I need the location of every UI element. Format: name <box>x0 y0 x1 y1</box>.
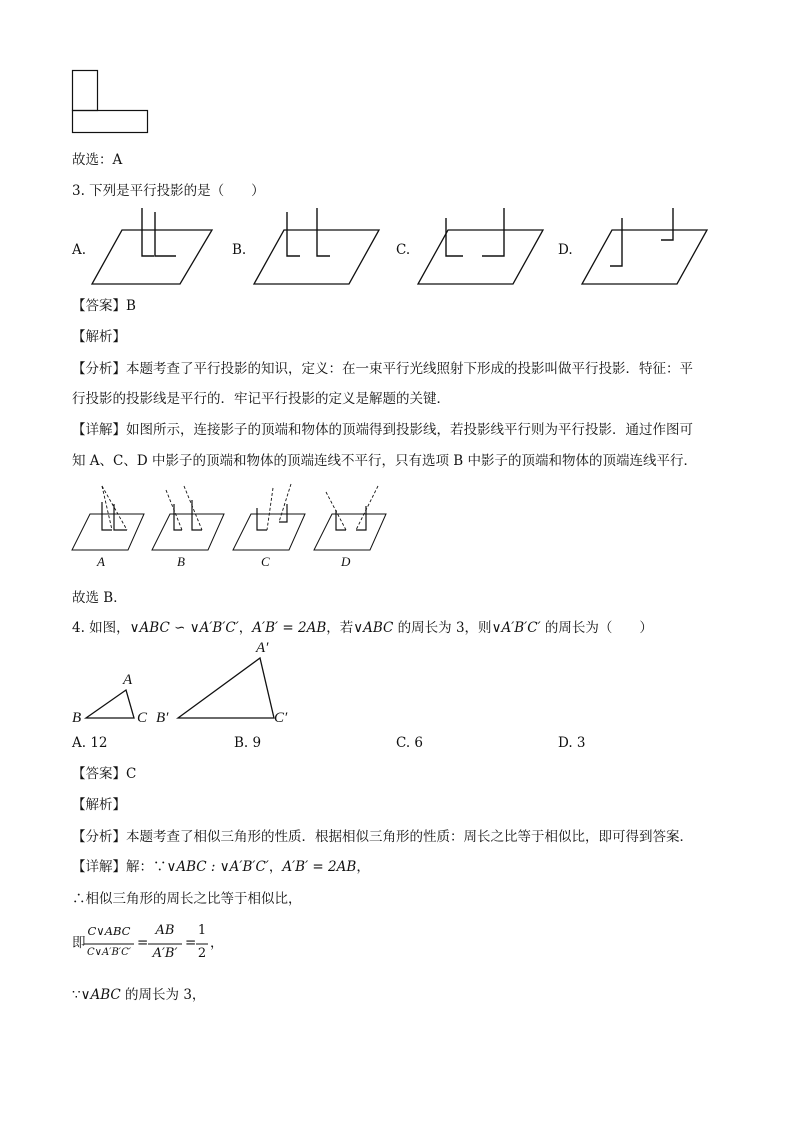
q4-ji: 即 <box>72 935 86 951</box>
q3-answer: 【答案】B <box>72 298 136 314</box>
q3-detail-line1: 【详解】如图所示，连接影子的顶端和物体的顶端得到投影线，若投影线平行则为平行投影．通过作图可 <box>72 422 693 438</box>
q4-frac1-bar <box>84 943 136 945</box>
q4-option-d: D. 3 <box>558 735 586 751</box>
q4-frac3-bar <box>196 943 210 945</box>
q3-option-c: C. <box>396 242 411 258</box>
q4-eq2: = <box>185 935 197 951</box>
q4-triangle-big <box>176 654 286 724</box>
q4-frac1-num: C∨ABC <box>87 924 131 938</box>
q3-stem: 3. 下列是平行投影的是（ ） <box>72 183 265 199</box>
q4-detail-similar: ∨ABC : ∨A′B′C′ <box>166 859 269 875</box>
q3-conclusion: 故选 B． <box>72 590 127 606</box>
q4-label-b: B <box>72 710 82 726</box>
q4-stem-sep2: ，若 <box>326 620 354 636</box>
q4-analysis: 【分析】本题考查了相似三角形的性质．根据相似三角形的性质：周长之比等于相似比，即可得到答案． <box>72 829 693 845</box>
q4-step4 <box>72 986 205 1004</box>
q4-stem-sep1: ， <box>238 620 253 636</box>
q3-solution-figure-d <box>314 482 394 552</box>
q4-frac2-den: A′B′ <box>152 946 178 961</box>
q3-jiexi: 【解析】 <box>72 329 126 345</box>
q4-stem-tri2: ∨A′B′C′ <box>491 620 541 636</box>
q4-option-a: A. 12 <box>72 735 108 751</box>
q3-option-b: B. <box>232 242 247 258</box>
q4-detail-sep1: ， <box>268 859 283 875</box>
q4-step4-because: ∵ <box>72 987 81 1003</box>
q4-eq1: = <box>137 935 149 951</box>
q4-detail-ratio: A′B′ = 2AB <box>282 859 357 875</box>
q3-analysis-line2: 行投影的投影线是平行的．牢记平行投影的定义是解题的关键． <box>72 391 450 407</box>
q4-detail <box>72 858 370 876</box>
q3-solution-figure-b <box>152 482 232 552</box>
l-shape-figure <box>72 70 152 136</box>
q4-triangle-small <box>84 686 144 726</box>
q4-step2: ∴相似三角形的周长之比等于相似比， <box>72 891 302 907</box>
q4-stem-tri: ∨ABC <box>353 620 394 636</box>
q4-stem-part2: 的周长为 3，则 <box>393 620 492 636</box>
q4-frac2-bar <box>148 943 184 945</box>
q4-stem-part3: 的周长为（ ） <box>540 620 653 636</box>
q3-figure-a <box>92 208 232 288</box>
q4-option-c: C. 6 <box>396 735 424 751</box>
q3-solution-label-b: B <box>177 554 185 569</box>
q3-solution-label-c: C <box>261 554 270 569</box>
q4-frac1-den: C∨A′B′C′ <box>86 947 131 958</box>
q4-label-c-prime: C′ <box>274 710 288 726</box>
q4-detail-sep2: ， <box>356 859 370 875</box>
answer-line: 故选：A <box>72 152 123 168</box>
q3-option-d: D. <box>558 242 573 258</box>
q4-step4-tri: ∨ABC <box>80 987 121 1003</box>
q4-label-c: C <box>137 710 148 726</box>
q4-stem-ratio: A′B′ = 2AB <box>252 620 327 636</box>
q4-frac-comma: ， <box>210 935 224 951</box>
q3-solution-label-a: A <box>97 554 105 569</box>
q3-figure-b <box>254 208 394 288</box>
q4-jiexi: 【解析】 <box>72 797 126 813</box>
q3-figure-d <box>582 208 722 288</box>
q3-option-a: A. <box>72 242 87 258</box>
q4-frac3-num: 1 <box>197 923 207 938</box>
q4-frac2-num: AB <box>155 923 175 938</box>
q3-solution-figure-a <box>72 482 152 552</box>
q3-figure-c <box>418 208 558 288</box>
q4-option-b: B. 9 <box>234 735 262 751</box>
q3-solution-label-d: D <box>341 554 351 569</box>
q4-stem-part1: 4. 如图， <box>72 620 130 636</box>
q4-label-b-prime: B′ <box>156 710 169 726</box>
q4-detail-part1: 【详解】解：∵ <box>72 859 167 875</box>
q4-step4-rest: 的周长为 3， <box>120 987 206 1003</box>
q3-detail-line2: 知 A、C、D 中影子的顶端和物体的顶端连线不平行，只有选项 B 中影子的顶端和物体的顶端连线平行． <box>72 453 697 469</box>
q4-label-a-prime: A′ <box>256 640 269 656</box>
q3-analysis-line1: 【分析】本题考查了平行投影的知识，定义：在一束平行光线照射下形成的投影叫做平行投影．特征：平 <box>72 361 693 377</box>
q4-stem <box>72 619 653 637</box>
q4-stem-similar: ∨ABC ∽ ∨A′B′C′ <box>129 620 239 636</box>
q4-frac3-den: 2 <box>197 946 207 961</box>
q4-label-a: A <box>123 672 133 688</box>
q4-answer: 【答案】C <box>72 766 137 782</box>
q3-solution-figure-c <box>233 482 313 552</box>
